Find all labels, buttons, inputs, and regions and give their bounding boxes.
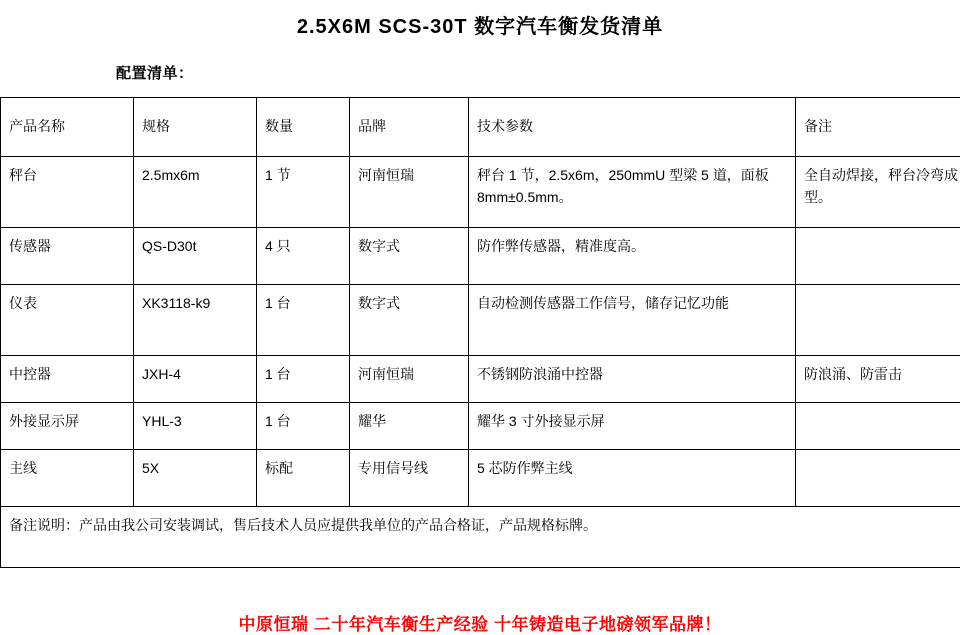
- cell-brand: 专用信号线: [350, 450, 469, 507]
- column-header-qty: 数量: [257, 98, 350, 157]
- page-title: 2.5X6M SCS-30T 数字汽车衡发货清单: [0, 14, 960, 40]
- footer-slogan: 中原恒瑞 二十年汽车衡生产经验 十年铸造电子地磅领军品牌！: [0, 610, 960, 635]
- cell-params: 5 芯防作弊主线: [469, 450, 796, 507]
- cell-brand: 耀华: [350, 403, 469, 450]
- cell-name: 秤台: [1, 157, 134, 228]
- cell-remark: 防浪涌、防雷击: [796, 356, 960, 403]
- table-row: [1, 356, 960, 403]
- table-row: [1, 403, 960, 450]
- table-row: [1, 285, 960, 356]
- column-header-name: 产品名称: [1, 98, 134, 157]
- table-row: [1, 157, 960, 228]
- column-header-remark: 备注: [796, 98, 960, 157]
- cell-name: 主线: [1, 450, 134, 507]
- cell-name: 外接显示屏: [1, 403, 134, 450]
- cell-spec: XK3118-k9: [134, 285, 257, 356]
- cell-qty: 1 台: [257, 285, 350, 356]
- cell-spec: 5X: [134, 450, 257, 507]
- cell-name: 传感器: [1, 228, 134, 285]
- table-note-row: [1, 507, 960, 568]
- cell-qty: 1 台: [257, 356, 350, 403]
- cell-brand: 河南恒瑞: [350, 356, 469, 403]
- table-header-row: [1, 98, 960, 157]
- cell-params: 不锈钢防浪涌中控器: [469, 356, 796, 403]
- cell-remark: [796, 285, 960, 356]
- cell-params: 秤台 1 节，2.5x6m，250mmU 型梁 5 道，面板 8mm±0.5mm。: [469, 157, 796, 228]
- cell-spec: JXH-4: [134, 356, 257, 403]
- cell-brand: 河南恒瑞: [350, 157, 469, 228]
- cell-spec: QS-D30t: [134, 228, 257, 285]
- document-page: [0, 14, 960, 550]
- column-header-spec: 规格: [134, 98, 257, 157]
- table-row: [1, 450, 960, 507]
- cell-spec: 2.5mx6m: [134, 157, 257, 228]
- cell-qty: 1 台: [257, 403, 350, 450]
- cell-remark: 全自动焊接，秤台冷弯成型。: [796, 157, 960, 228]
- cell-remark: [796, 228, 960, 285]
- table-note: 备注说明：产品由我公司安装调试，售后技术人员应提供我单位的产品合格证，产品规格标牌。: [1, 507, 960, 568]
- cell-spec: YHL-3: [134, 403, 257, 450]
- cell-brand: 数字式: [350, 228, 469, 285]
- cell-brand: 数字式: [350, 285, 469, 356]
- cell-qty: 4 只: [257, 228, 350, 285]
- column-header-brand: 品牌: [350, 98, 469, 157]
- table-row: [1, 228, 960, 285]
- subtitle-label: 配置清单：: [116, 62, 960, 83]
- cell-remark: [796, 403, 960, 450]
- cell-qty: 标配: [257, 450, 350, 507]
- cell-params: 耀华 3 寸外接显示屏: [469, 403, 796, 450]
- column-header-params: 技术参数: [469, 98, 796, 157]
- specification-table: [0, 97, 960, 568]
- cell-qty: 1 节: [257, 157, 350, 228]
- cell-params: 防作弊传感器，精准度高。: [469, 228, 796, 285]
- cell-name: 中控器: [1, 356, 134, 403]
- cell-name: 仪表: [1, 285, 134, 356]
- cell-remark: [796, 450, 960, 507]
- cell-params: 自动检测传感器工作信号，储存记忆功能: [469, 285, 796, 356]
